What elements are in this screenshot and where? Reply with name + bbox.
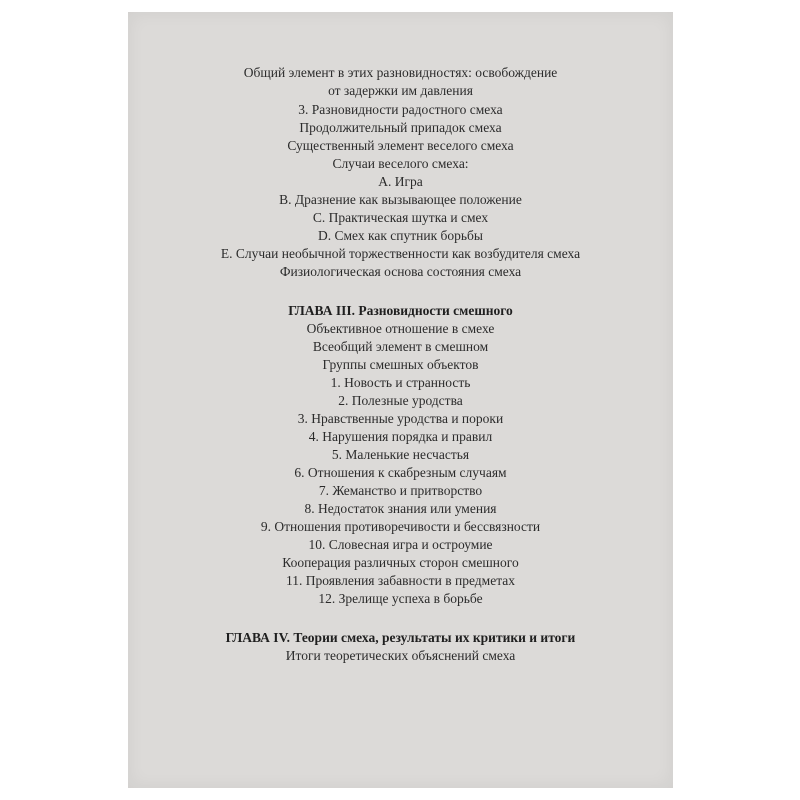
toc-line: Итоги теоретических объяснений смеха xyxy=(285,648,516,663)
chapter-4-heading: ГЛАВА IV. Теории смеха, результаты их критики и итоги xyxy=(225,630,576,645)
toc-line: Случаи веселого смеха: xyxy=(332,156,469,171)
toc-line: 5. Маленькие несчастья xyxy=(331,447,470,462)
toc-line: 11. Проявления забавности в предметах xyxy=(285,573,516,588)
toc-line: D. Смех как спутник борьбы xyxy=(318,228,483,243)
toc-line: 7. Жеманство и притворство xyxy=(318,483,483,498)
toc-line: Кооперация различных сторон смешного xyxy=(282,555,519,570)
toc-line: 1. Новость и странность xyxy=(330,375,471,390)
toc-line: B. Дразнение как вызывающее положение xyxy=(279,192,522,207)
toc-line: 3. Разновидности радостного смеха xyxy=(298,102,503,117)
toc-line: от задержки им давления xyxy=(328,83,473,98)
toc-line: 10. Словесная игра и остроумие xyxy=(308,537,493,552)
toc-line: E. Случаи необычной торжественности как возбудителя смеха xyxy=(220,246,581,261)
book-page xyxy=(128,12,673,788)
toc-line: Всеобщий элемент в смешном xyxy=(312,339,489,354)
toc-line: 9. Отношения противоречивости и бессвязности xyxy=(260,519,541,534)
toc-line: 3. Нравственные уродства и пороки xyxy=(297,411,504,426)
toc-line: A. Игра xyxy=(378,174,423,189)
toc-line: Продолжительный припадок смеха xyxy=(299,120,502,135)
toc-line: 6. Отношения к скабрезным случаям xyxy=(294,465,507,480)
toc-line: Существенный элемент веселого смеха xyxy=(287,138,514,153)
toc-line: Объективное отношение в смехе xyxy=(306,321,495,336)
toc-line: 8. Недостаток знания или умения xyxy=(304,501,497,516)
chapter-3-heading: ГЛАВА III. Разновидности смешного xyxy=(288,303,513,318)
toc-line: Физиологическая основа состояния смеха xyxy=(279,264,522,279)
toc-line: C. Практическая шутка и смех xyxy=(312,210,489,225)
toc-line: 2. Полезные уродства xyxy=(338,393,463,408)
toc-line: Группы смешных объектов xyxy=(322,357,479,372)
toc-line: 12. Зрелище успеха в борьбе xyxy=(318,591,483,606)
toc-line: Общий элемент в этих разновидностях: освобождение xyxy=(243,65,558,80)
toc-line: 4. Нарушения порядка и правил xyxy=(308,429,493,444)
